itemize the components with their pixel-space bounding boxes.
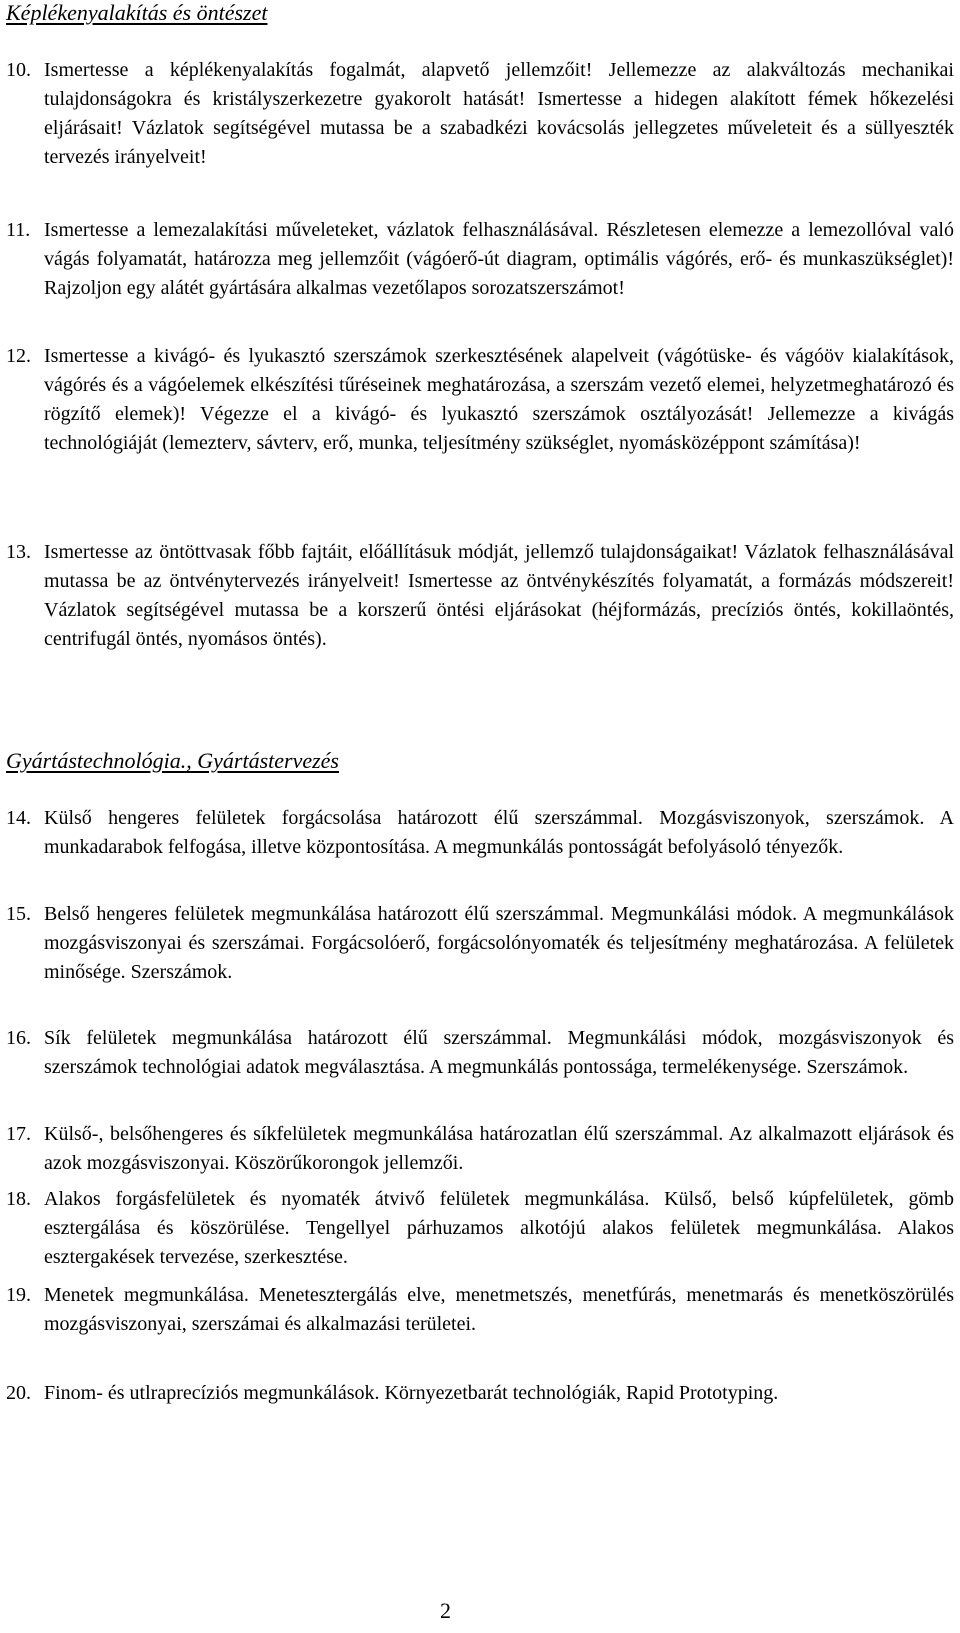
item-number: 16. [6,1027,31,1049]
item-text: Ismertesse az öntöttvasak főbb fajtáit, előállításuk módját, jellemző tulajdonságaikat! Vázlatok felhasználásával mutassa be az öntvénytervezés irányelveit! Ismertesse az öntvénykészítés folyamatát, a formázás módszereit! Vázlatok segítségével mutassa be a korszerű öntési eljárásokat (héjformázás, precíziós öntés, kokillaöntés, centrifugál öntés, nyomásos öntés). [44,541,954,650]
list-item-15 [6,900,954,987]
item-number: 10. [6,59,31,81]
item-text: Ismertesse a képlékenyalakítás fogalmát, alapvető jellemzőit! Jellemezze az alakváltozás mechanikai tulajdonságokra és kristályszerkezetre gyakorolt hatását! Ismertesse a hidegen alakított fémek hőkezelési eljárásait! Vázlatok segítségével mutassa be a szabadkézi kovácsolás jellegzetes műveleteit és a süllyeszték tervezés irányelveit! [44,59,954,168]
item-text: Külső hengeres felületek forgácsolása határozott élű szerszámmal. Mozgásviszonyok, szerszámok. A munkadarabok felfogása, illetve központosítása. A megmunkálás pontosságát befolyásoló tényezők. [44,807,954,858]
item-number: 13. [6,541,31,563]
list-item-17 [6,1120,954,1178]
item-number: 19. [6,1284,31,1306]
item-text: Ismertesse a kivágó- és lyukasztó szerszámok szerkesztésének alapelveit (vágótüske- és vágóöv kialakítások, vágórés és a vágóelemek elkészítési tűréseinek meghatározása, a szerszám vezető elemei, helyzetmeghatározó és rögzítő elemek)! Végezze el a kivágó- és lyukasztó szerszámok osztályozását! Jellemezze a kivágás technológiáját (lemezterv, sávterv, erő, munka, teljesítmény szükséglet, nyomásközéppont számítása)! [44,345,954,454]
list-item-14 [6,804,954,862]
list-item-16 [6,1024,954,1082]
item-number: 14. [6,807,31,829]
item-number: 12. [6,345,31,367]
item-number: 17. [6,1123,31,1145]
list-item-13 [6,538,954,654]
list-item-20 [6,1379,954,1408]
list-item-10 [6,56,954,172]
list-item-12 [6,342,954,458]
item-number: 20. [6,1382,31,1404]
item-text: Sík felületek megmunkálása határozott élű szerszámmal. Megmunkálási módok, mozgásviszonyok és szerszámok technológiai adatok megválasztása. A megmunkálás pontossága, termelékenysége. Szerszámok. [44,1027,954,1078]
item-text: Menetek megmunkálása. Menetesztergálás elve, menetmetszés, menetfúrás, menetmarás és menetköszörülés mozgásviszonyai, szerszámai és alkalmazási területei. [44,1284,954,1335]
page-number: 2 [440,1598,451,1623]
item-text: Belső hengeres felületek megmunkálása határozott élű szerszámmal. Megmunkálási módok. A megmunkálások mozgásviszonyai és szerszámai. Forgácsolóerő, forgácsolónyomaték és teljesítmény meghatározása. A felületek minősége. Szerszámok. [44,903,954,983]
item-text: Külső-, belsőhengeres és síkfelületek megmunkálása határozatlan élű szerszámmal. Az alkalmazott eljárások és azok mozgásviszonyai. Köszörűkorongok jellemzői. [44,1123,954,1174]
item-text: Alakos forgásfelületek és nyomaték átvivő felületek megmunkálása. Külső, belső kúpfelületek, gömb esztergálása és köszörülése. Tengellyel párhuzamos alkotójú alakos felületek megmunkálása. Alakos esztergakések tervezése, szerkesztése. [44,1188,954,1268]
list-item-19 [6,1281,954,1339]
section-title-manufacturing: Gyártástechnológia., Gyártástervezés [6,748,339,773]
list-item-11 [6,216,954,303]
item-text: Ismertesse a lemezalakítási műveleteket, vázlatok felhasználásával. Részletesen elemezze a lemezollóval való vágás folyamatát, határozza meg jellemzőit (vágóerő-út diagram, optimális vágórés, erő- és munkaszükséglet)! Rajzoljon egy alátét gyártására alkalmas vezetőlapos sorozatszerszámot! [44,219,954,299]
item-number: 15. [6,903,31,925]
list-item-18 [6,1185,954,1272]
item-number: 18. [6,1188,31,1210]
item-number: 11. [6,219,31,241]
item-text: Finom- és utlraprecíziós megmunkálások. Környezetbarát technológiák, Rapid Prototyping. [44,1382,779,1404]
section-title-forming-casting: Képlékenyalakítás és öntészet [6,0,268,25]
